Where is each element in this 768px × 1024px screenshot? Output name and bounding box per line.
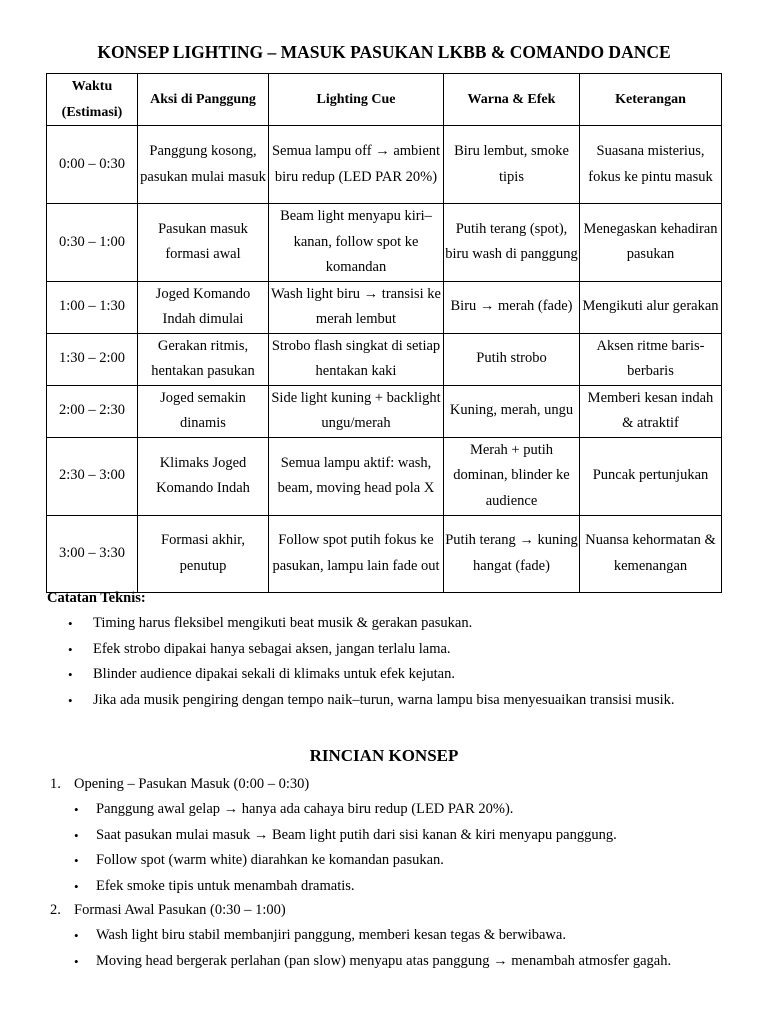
cell-lighting-cue: Semua lampu aktif: wash, beam, moving head pola X [269,437,444,515]
document-title: KONSEP LIGHTING – MASUK PASUKAN LKBB & COMANDO DANCE [97,42,671,62]
header-warna-efek: Warna & Efek [444,74,580,126]
table-row [47,437,722,515]
cell-waktu: 1:00 – 1:30 [47,281,138,333]
cell-lighting-cue: Wash light biru → transisi ke merah lembut [269,281,444,333]
table-header-row [47,74,722,126]
cell-lighting-cue: Follow spot putih fokus ke pasukan, lampu lain fade out [269,515,444,592]
list-item: • Panggung awal gelap → hanya ada cahaya biru redup (LED PAR 20%). [50,797,750,823]
cell-aksi: Panggung kosong, pasukan mulai masuk [138,126,269,204]
cell-lighting-cue: Semua lampu off → ambient biru redup (LED PAR 20%) [269,126,444,204]
header-lighting-cue: Lighting Cue [269,74,444,126]
section-bullet-list [50,923,750,974]
cell-warna-efek: Putih terang (spot), biru wash di panggung [444,204,580,282]
cell-waktu: 0:30 – 1:00 [47,204,138,282]
cell-waktu: 3:00 – 3:30 [47,515,138,592]
cell-warna-efek: Biru lembut, smoke tipis [444,126,580,204]
table-row [47,204,722,282]
list-item: • Wash light biru stabil membanjiri panggung, memberi kesan tegas & berwibawa. [50,923,750,949]
cell-warna-efek: Merah + putih dominan, blinder ke audience [444,437,580,515]
numbered-section-heading [50,898,286,924]
table-row [47,385,722,437]
cell-aksi: Gerakan ritmis, hentakan pasukan [138,333,269,385]
cell-lighting-cue: Strobo flash singkat di setiap hentakan kaki [269,333,444,385]
table-row [47,333,722,385]
list-item: • Blinder audience dipakai sekali di klimaks untuk efek kejutan. [47,662,747,688]
cell-waktu: 2:00 – 2:30 [47,385,138,437]
cell-warna-efek: Kuning, merah, ungu [444,385,580,437]
numbered-section-heading [50,772,309,798]
section-heading-text: Formasi Awal Pasukan (0:30 – 1:00) [74,902,286,918]
section-bullet-list [50,797,750,899]
cell-keterangan: Puncak pertunjukan [580,437,722,515]
list-item: • Saat pasukan mulai masuk → Beam light putih dari sisi kanan & kiri menyapu panggung. [50,823,750,849]
cell-keterangan: Nuansa kehormatan & kemenangan [580,515,722,592]
table-row [47,281,722,333]
header-waktu: Waktu (Estimasi) [47,74,138,126]
section-title-rincian: RINCIAN KONSEP [309,746,459,765]
section-number: 1. [50,776,61,792]
cell-aksi: Klimaks Joged Komando Indah [138,437,269,515]
cell-aksi: Formasi akhir, penutup [138,515,269,592]
cell-lighting-cue: Beam light menyapu kiri–kanan, follow spot ke komandan [269,204,444,282]
list-item: • Efek strobo dipakai hanya sebagai aksen, jangan terlalu lama. [47,637,747,663]
section-heading-text: Opening – Pasukan Masuk (0:00 – 0:30) [74,776,310,792]
cell-warna-efek: Biru → merah (fade) [444,281,580,333]
cell-aksi: Pasukan masuk formasi awal [138,204,269,282]
list-item: • Follow spot (warm white) diarahkan ke komandan pasukan. [50,848,750,874]
technical-notes-list [47,611,747,713]
list-item: • Moving head bergerak perlahan (pan slow) menyapu atas panggung → menambah atmosfer gagah. [50,949,750,975]
cell-waktu: 0:00 – 0:30 [47,126,138,204]
technical-notes-heading: Catatan Teknis: [47,590,146,606]
cell-keterangan: Aksen ritme baris-berbaris [580,333,722,385]
table-row [47,515,722,592]
header-aksi: Aksi di Panggung [138,74,269,126]
cell-warna-efek: Putih strobo [444,333,580,385]
list-item: • Efek smoke tipis untuk menambah dramatis. [50,874,750,900]
cell-waktu: 1:30 – 2:00 [47,333,138,385]
cell-waktu: 2:30 – 3:00 [47,437,138,515]
list-item: • Jika ada musik pengiring dengan tempo naik–turun, warna lampu bisa menyesuaikan transisi musik. [47,688,747,714]
cell-aksi: Joged semakin dinamis [138,385,269,437]
cell-keterangan: Mengikuti alur gerakan [580,281,722,333]
table-row [47,126,722,204]
cell-keterangan: Menegaskan kehadiran pasukan [580,204,722,282]
cell-keterangan: Suasana misterius, fokus ke pintu masuk [580,126,722,204]
cell-warna-efek: Putih terang → kuning hangat (fade) [444,515,580,592]
list-item: • Timing harus fleksibel mengikuti beat musik & gerakan pasukan. [47,611,747,637]
cell-lighting-cue: Side light kuning + backlight ungu/merah [269,385,444,437]
section-number: 2. [50,902,61,918]
header-keterangan: Keterangan [580,74,722,126]
cell-keterangan: Memberi kesan indah & atraktif [580,385,722,437]
cell-aksi: Joged Komando Indah dimulai [138,281,269,333]
lighting-cue-table [46,73,722,593]
